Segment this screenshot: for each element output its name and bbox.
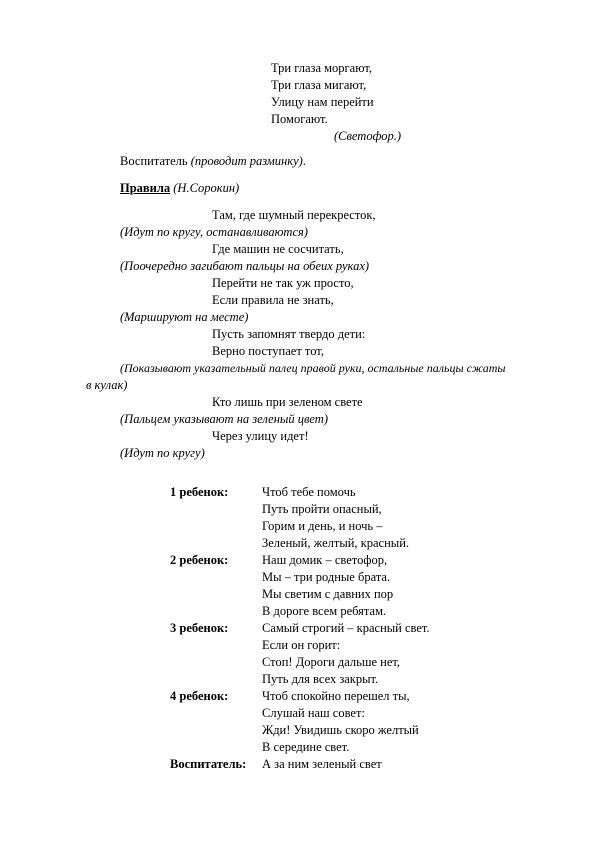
riddle-answer: (Светофор.) bbox=[334, 129, 402, 143]
dialogue-line: Зеленый, желтый, красный. bbox=[262, 536, 410, 550]
riddle-line: Три глаза мигают, bbox=[271, 78, 367, 92]
speaker-label: 4 ребенок: bbox=[170, 689, 229, 703]
speaker-label: 2 ребенок: bbox=[170, 553, 229, 567]
dialogue-line: А за ним зеленый свет bbox=[262, 757, 382, 771]
dialogue-line: Чтоб спокойно перешел ты, bbox=[262, 689, 410, 703]
poem-action: (Маршируют на месте) bbox=[120, 310, 249, 324]
dialogue-line: Стоп! Дороги дальше нет, bbox=[262, 655, 401, 669]
riddle-line: Улицу нам перейти bbox=[271, 95, 374, 109]
riddle-line: Три глаза моргают, bbox=[271, 61, 373, 75]
dialogue-line: В середине свет. bbox=[262, 740, 350, 754]
intro-speaker: Воспитатель bbox=[120, 154, 191, 168]
poem-verse: Кто лишь при зеленом свете bbox=[212, 395, 363, 409]
speaker-label: 1 ребенок: bbox=[170, 485, 229, 499]
poem-verse: Перейти не так уж просто, bbox=[212, 276, 354, 290]
poem-action: (Идут по кругу, останавливаются) bbox=[120, 225, 308, 239]
poem-verse: Если правила не знать, bbox=[212, 293, 334, 307]
intro-line bbox=[120, 153, 306, 169]
poem-verse: Пусть запомнят твердо дети: bbox=[212, 327, 366, 341]
poem-action: (Поочередно загибают пальцы на обеих руках) bbox=[120, 259, 370, 273]
rules-heading bbox=[120, 180, 239, 196]
poem-action-continued: в кулак) bbox=[86, 378, 128, 392]
intro-note: (проводит разминку) bbox=[190, 154, 303, 168]
poem-verse: Через улицу идет! bbox=[212, 429, 309, 443]
speaker-label: 3 ребенок: bbox=[170, 621, 229, 635]
dialogue-line: Путь для всех закрыт. bbox=[262, 672, 379, 686]
dialogue-line: Если он горит: bbox=[262, 638, 341, 652]
intro-tail: . bbox=[302, 154, 306, 168]
dialogue-line: Чтоб тебе помочь bbox=[262, 485, 356, 499]
speaker-label: Воспитатель: bbox=[170, 757, 247, 771]
dialogue-line: Жди! Увидишь скоро желтый bbox=[262, 723, 419, 737]
dialogue-line: Наш домик – светофор, bbox=[262, 553, 388, 567]
poem-verse: Где машин не сосчитать, bbox=[212, 242, 344, 256]
rules-title: Правила bbox=[120, 181, 171, 195]
poem-verse: Там, где шумный перекресток, bbox=[212, 208, 376, 222]
poem-action: (Идут по кругу) bbox=[120, 446, 205, 460]
dialogue-line: Горим и день, и ночь – bbox=[262, 519, 383, 533]
riddle-line: Помогают. bbox=[271, 112, 328, 126]
poem-action: (Пальцем указывают на зеленый цвет) bbox=[120, 412, 329, 426]
poem-verse: Верно поступает тот, bbox=[212, 344, 324, 358]
dialogue-line: Самый строгий – красный свет. bbox=[262, 621, 430, 635]
dialogue-line: В дороге всем ребятам. bbox=[262, 604, 387, 618]
dialogue-line: Путь пройти опасный, bbox=[262, 502, 382, 516]
dialogue-line: Слушай наш совет: bbox=[262, 706, 365, 720]
rules-author: (Н.Сорокин) bbox=[170, 181, 240, 195]
dialogue-line: Мы светим с давних пор bbox=[262, 587, 394, 601]
poem-action: (Показывают указательный палец правой руки, остальные пальцы сжаты bbox=[120, 361, 506, 375]
dialogue-line: Мы – три родные брата. bbox=[262, 570, 391, 584]
